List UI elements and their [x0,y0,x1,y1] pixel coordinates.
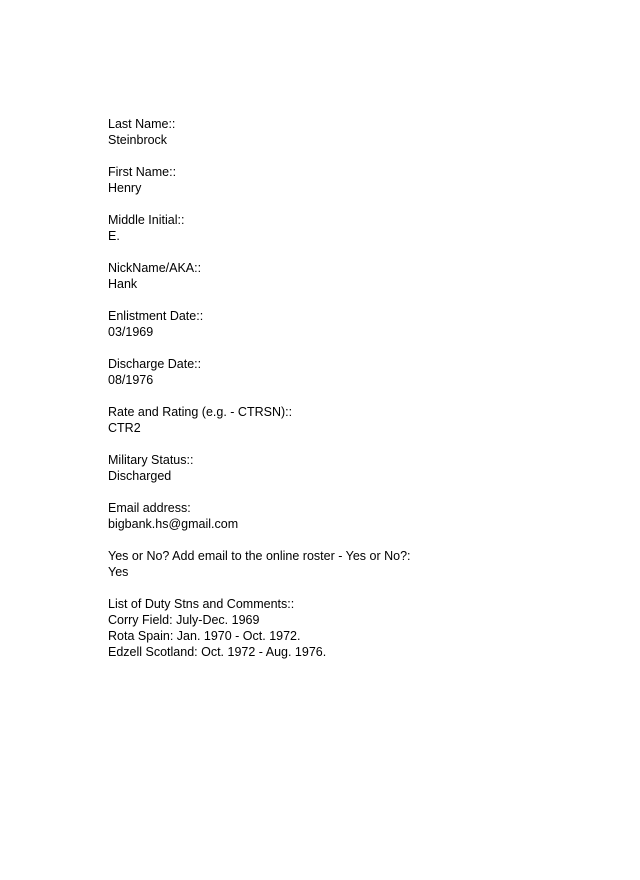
field-rate-rating [108,404,608,436]
field-military-status [108,452,608,484]
field-label: List of Duty Stns and Comments:: [108,597,295,611]
field-label: NickName/AKA:: [108,261,202,275]
field-roster-consent [108,548,608,580]
field-nickname [108,260,608,292]
field-email-address [108,500,608,532]
field-label: Rate and Rating (e.g. - CTRSN):: [108,405,293,419]
field-value: 03/1969 [108,325,154,339]
field-label: Military Status:: [108,453,194,467]
field-label: Discharge Date:: [108,357,202,371]
field-label: First Name:: [108,165,177,179]
field-label: Yes or No? Add email to the online roster - Yes or No?: [108,549,411,563]
field-discharge-date [108,356,608,388]
field-first-name [108,164,608,196]
field-label: Email address: [108,501,191,515]
field-value: Steinbrock [108,133,168,147]
field-value: CTR2 [108,421,141,435]
field-label: Last Name:: [108,117,176,131]
field-value: Hank [108,277,138,291]
field-value: bigbank.hs@gmail.com [108,517,239,531]
field-value: E. [108,229,120,243]
field-value: 08/1976 [108,373,154,387]
document-body [108,116,608,676]
field-middle-initial [108,212,608,244]
duty-station-line: Edzell Scotland: Oct. 1972 - Aug. 1976. [108,645,327,659]
field-enlistment-date [108,308,608,340]
field-label: Middle Initial:: [108,213,185,227]
duty-station-line: Corry Field: July-Dec. 1969 [108,613,260,627]
duty-station-line: Rota Spain: Jan. 1970 - Oct. 1972. [108,629,301,643]
field-duty-stations [108,596,608,660]
field-last-name [108,116,608,148]
field-value: Henry [108,181,142,195]
field-value: Yes [108,565,129,579]
field-label: Enlistment Date:: [108,309,204,323]
field-value: Discharged [108,469,172,483]
